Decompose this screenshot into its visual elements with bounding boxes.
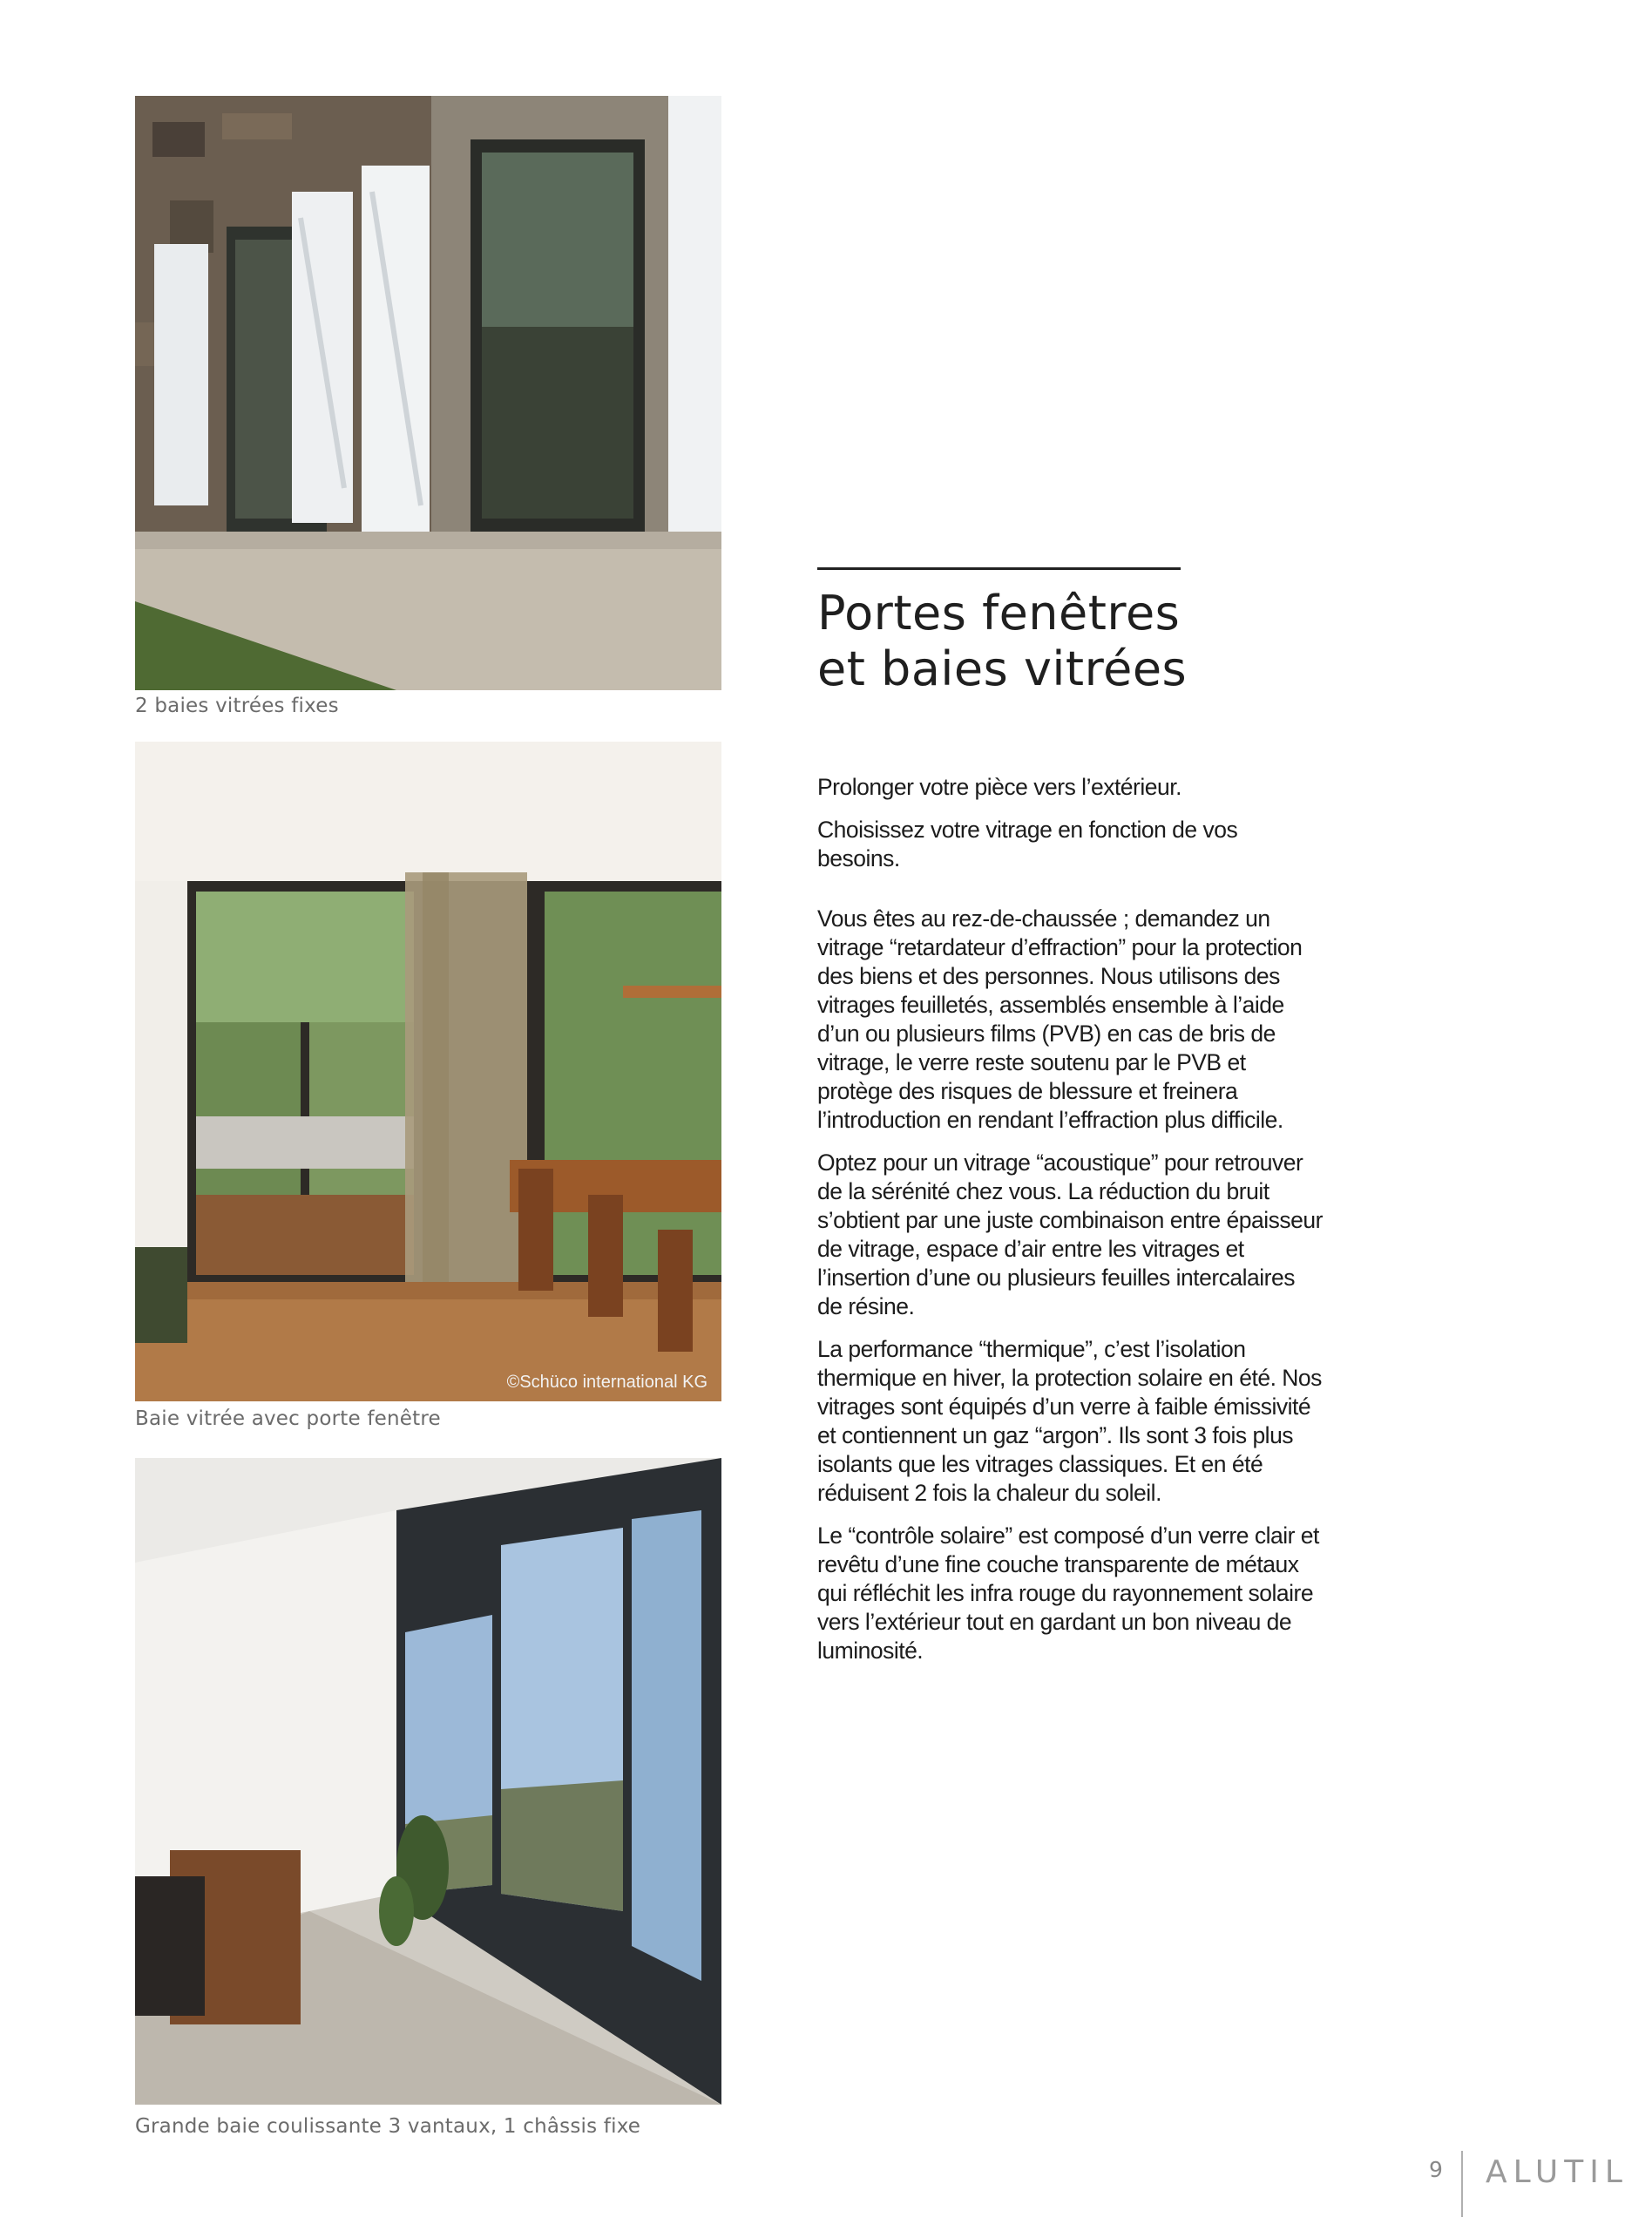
photo-caption: Baie vitrée avec porte fenêtre (135, 1407, 441, 1430)
heading-rule (817, 567, 1181, 570)
paragraph-thermique: La performance “thermique”, c’est l’isolation thermique en hiver, la protection solaire en été. Nos vitrages sont équipés d’un verre à faible émissivité et contiennent un gaz “argon”. Ils sont 3 fois plus isolants que les vitrages classiques. Et en été réduisent 2 fois la chaleur du soleil. (817, 1336, 1322, 1506)
photo-interior-sliding-door (135, 742, 721, 1401)
brand-logo: ALUTIL (1486, 2154, 1628, 2190)
paragraph-effraction: Vous êtes au rez-de-chaussée ; demandez un vitrage “retardateur d’effraction” pour la protection des biens et des personnes. Nous utilisons des vitrages feuilletés, assemblés ensemble à l’aide d’un ou plusieurs films (PVB) en cas de bris de vitrage, le verre reste soutenu par le PVB et protège des risques de blessure et freinera l’introduction en rendant l’effraction plus difficile. (817, 905, 1303, 1133)
photo-caption: Grande baie coulissante 3 vantaux, 1 châssis fixe (135, 2115, 641, 2138)
footer-divider (1461, 2151, 1463, 2217)
photo-stone-facade-fixed-windows (135, 96, 721, 690)
page-number: 9 (1429, 2157, 1443, 2182)
photo-caption: 2 baies vitrées fixes (135, 695, 339, 717)
photo-glazed-corner-living-room (135, 1458, 721, 2105)
title-line-1: Portes fenêtres (817, 586, 1181, 641)
photo-credit: ©Schüco international KG (506, 1373, 708, 1392)
page-title (817, 586, 1187, 697)
paragraph-acoustique: Optez pour un vitrage “acoustique” pour retrouver de la sérénité chez vous. La réduction du bruit s’obtient par une juste combinaison entre épaisseur de vitrage, espace d’air entre les vitrages et l’insertion d’une ou plusieurs feuilles intercalaires de résine. (817, 1149, 1323, 1319)
paragraph-controle-solaire: Le “contrôle solaire” est composé d’un verre clair et revêtu d’une fine couche transparente de métaux qui réfléchit les infra rouge du rayonnement solaire vers l’extérieur tout en gardant un bon niveau de luminosité. (817, 1522, 1319, 1664)
body-text (817, 773, 1323, 1679)
intro-paragraph: Prolonger votre pièce vers l’extérieur. (817, 774, 1181, 800)
intro-paragraph: Choisissez votre vitrage en fonction de vos besoins. (817, 817, 1238, 871)
title-line-2: et baies vitrées (817, 641, 1188, 696)
